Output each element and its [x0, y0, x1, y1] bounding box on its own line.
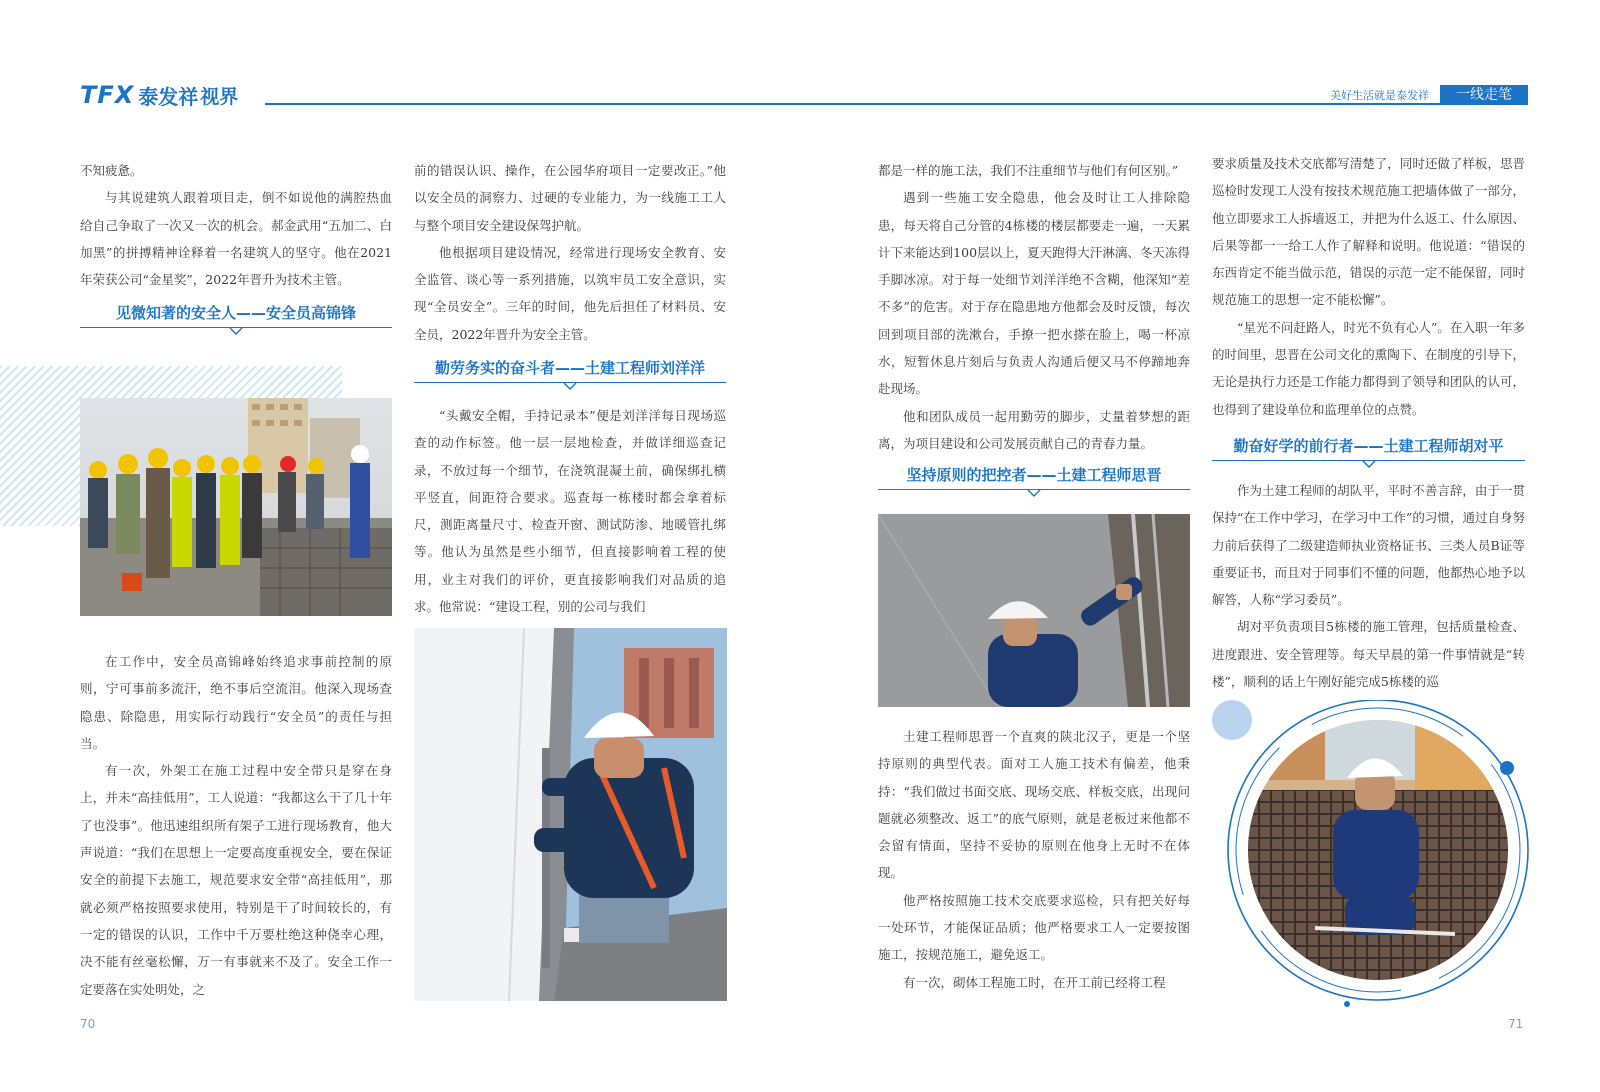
heading-gao [80, 300, 392, 334]
photo-rebar-inspection [1205, 700, 1535, 1010]
chevron-down-icon [563, 382, 577, 391]
heading-liu [414, 355, 726, 389]
logo-tfx: TFX [80, 81, 135, 109]
column-3-top [878, 157, 1190, 457]
photo-wall-inspection [878, 514, 1190, 707]
column-2-top [414, 157, 726, 348]
chevron-down-icon [229, 327, 243, 336]
col3-paragraph-2: 遇到一些施工安全隐患，他会及时让工人排除隐患，每天将自己分管的4栋楼的楼层都要走一遍，一天累计下来能达到100层以上，夏天跑得大汗淋漓、冬天冻得手脚冰凉。对于每一处细节刘洋洋绝不含糊，他深知“差不多”的危害。对于存在隐患地方他都会及时反馈，每次回到项目部的洗漱台，手撩一把水搽在脸上，喝一杯凉水，短暂休息片刻后与负责人沟通后便又马不停蹄地奔赴现场。 [878, 190, 1190, 397]
column-2-middle [414, 402, 726, 620]
photo-safety-briefing [80, 398, 392, 616]
heading-gao-text: 见微知著的安全人——安全员高锦锋 [115, 304, 356, 322]
chevron-down-icon [1362, 460, 1376, 469]
decorative-dot [1212, 700, 1252, 740]
heading-sijin [878, 462, 1190, 496]
col4-paragraph-3: 作为土建工程师的胡队平，平时不善言辞，由于一贯保持“在工作中学习，在学习中工作”的习惯，通过自身努力前后获得了二级建造师执业资格证书、三类人员B证等重要证书，而且对于同事们不懂的问题，他都热心地予以解答，人称“学习委员”。 [1212, 483, 1525, 608]
photo-measuring-wall [414, 628, 727, 1001]
page-number-right: 71 [1508, 1017, 1524, 1031]
col1-top-text: 不知疲惫。 [80, 163, 143, 178]
col1-paragraph-1: 与其说建筑人跟着项目走，倒不如说他的满腔热血给自己争取了一次又一次的机会。郝金武用“五加二、白加黑”的拼搏精神诠释着一名建筑人的坚守。他在2021年荣获公司“金星奖”，2022年晋升为技术主管。 [80, 190, 392, 288]
column-3-bottom [878, 723, 1190, 996]
header-slogan: 美好生活就是泰发祥 [1330, 89, 1429, 102]
heading-hu-text: 勤奋好学的前行者——土建工程师胡对平 [1233, 437, 1504, 455]
chevron-down-icon [1027, 489, 1041, 498]
column-1-bottom [80, 648, 392, 1003]
safety-briefing-image [80, 398, 392, 616]
col4-paragraph-1: 要求质量及技术交底都写清楚了，同时还做了样板，思晋巡检时发现工人没有按技术规范施工把墙体做了一部分，他立即要求工人拆墙返工，并把为什么返工、什么原因、后果等都一一给工人作了解释和说明。他说道：“错误的东西肯定不能当做示范，错误的示范一定不能保留，同时规范施工的思想一定不能松懈”。 [1212, 156, 1525, 308]
header-rule [265, 103, 1495, 105]
section-tag: 一线走笔 [1440, 85, 1528, 105]
magazine-logo [80, 82, 238, 108]
heading-liu-text: 勤劳务实的奋斗者——土建工程师刘洋洋 [434, 359, 705, 377]
heading-sijin-text: 坚持原则的把控者——土建工程师思晋 [906, 466, 1162, 484]
col1-paragraph-2: 在工作中，安全员高锦峰始终追求事前控制的原则，宁可事前多流汗，绝不事后空流泪。他深入现场查隐患、除隐患，用实际行动践行“安全员”的责任与担当。 [80, 654, 392, 751]
col3-paragraph-4: 土建工程师思晋一个直爽的陕北汉子，更是一个坚持原则的典型代表。面对工人施工技术有偏差，他秉持：“我们做过书面交底、现场交底、样板交底，出现问题就必须整改、返工”的底气原则，就是老板过来他都不会留有情面，坚持不妥协的原则在他身上无时不在体现。 [878, 729, 1190, 881]
col4-paragraph-4: 胡对平负责项目5栋楼的施工管理，包括质量检查、进度跟进、安全管理等。每天早晨的第一件事情就是“转楼”，顺利的话上午刚好能完成5栋楼的巡 [1212, 619, 1525, 690]
column-1-top [80, 157, 392, 293]
measuring-wall-image [414, 628, 727, 1001]
logo-view: 视界 [200, 85, 239, 108]
heading-hu [1212, 433, 1525, 467]
col4-paragraph-2: “星光不问赶路人，时光不负有心人”。在入职一年多的时间里，思晋在公司文化的熏陶下、在制度的引导下，无论是执行力还是工作能力都得到了领导和团队的认可，也得到了建设单位和监理单位的点赞。 [1212, 319, 1525, 417]
col2-paragraph-3: “头戴安全帽，手持记录本”便是刘洋洋每日现场巡查的动作标签。他一层一层地检查，并做详细巡查记录，不放过每一个细节，在浇筑混凝土前，确保绑扎横平竖直，间距符合要求。巡查每一栋楼时都会拿着标尺，测距离量尺寸、检查开窗、测试防渗、地暖管扎绑等。他认为虽然是些小细节，但直接影响着工程的使用，业主对我们的评价，更直接影响我们对品质的追求。他常说：“建设工程，别的公司与我们 [414, 408, 726, 615]
page-number-left: 70 [80, 1017, 96, 1031]
wall-inspection-image [878, 514, 1190, 707]
col2-paragraph-1: 前的错误认识、操作，在公园华府项目一定要改正。”他以安全员的洞察力、过硬的专业能力，为一线施工工人与整个项目安全建设保驾护航。 [414, 163, 726, 233]
column-4-middle [1212, 477, 1525, 695]
col3-paragraph-5: 他严格按照施工技术交底要求巡检，只有把关好每一处环节，才能保证品质；他严格要求工人一定要按图施工，按规范施工，避免返工。 [878, 892, 1190, 963]
col3-paragraph-3: 他和团队成员一起用勤劳的脚步，丈量着梦想的距离，为项目建设和公司发展贡献自己的青春力量。 [878, 408, 1190, 451]
logo-brand: 泰发祥 [138, 84, 199, 109]
column-4-top [1212, 150, 1525, 423]
col3-paragraph-6: 有一次，砌体工程施工时，在开工前已经将工程 [903, 974, 1166, 990]
col2-paragraph-2: 他根据项目建设情况，经常进行现场安全教育、安全监管、谈心等一系列措施，以筑牢员工安全意识，实现“全员安全”。三年的时间，他先后担任了材料员、安全员，2022年晋升为安全主管。 [414, 244, 726, 342]
col3-paragraph-1: 都是一样的施工法，我们不注重细节与他们有何区别。” [878, 163, 1179, 178]
col1-paragraph-3: 有一次，外架工在施工过程中安全带只是穿在身上，并未“高挂低用”，工人说道：“我都这么干了几十年了也没事”。他迅速组织所有架子工进行现场教育，他大声说道：“我们在思想上一定要高度重视安全，要在保证安全的前提下去施工，规范要求安全带“高挂低用”，那就必须严格按照要求使用，特别是干了时间较长的，有一定的错误的认识，工作中千万要杜绝这种侥幸心理，决不能有丝毫松懈，万一有事就来不及了。安全工作一定要落在实处明处，之 [80, 763, 392, 997]
